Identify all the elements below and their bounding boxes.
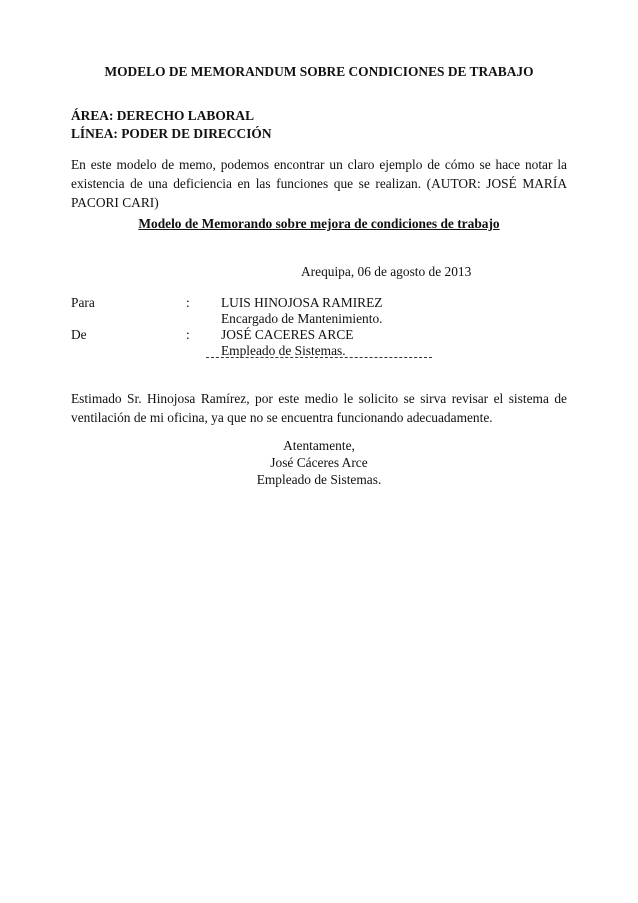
intro-paragraph: En este modelo de memo, podemos encontrar un claro ejemplo de cómo se hace notar la existencia de una deficiencia en las funciones que se realizan. (AUTOR: JOSÉ MARÍA PACORI CARI) <box>71 157 567 210</box>
area-line: ÁREA: DERECHO LABORAL <box>71 108 255 123</box>
date-line: Arequipa, 06 de agosto de 2013 <box>301 264 472 279</box>
para-colon: : <box>186 295 190 310</box>
de-name: JOSÉ CACERES ARCE <box>221 327 354 342</box>
linea-line: LÍNEA: PODER DE DIRECCIÓN <box>71 126 272 141</box>
signer-role: Empleado de Sistemas. <box>256 472 382 487</box>
closing-salutation: Atentamente, <box>283 438 355 453</box>
para-label: Para <box>71 295 95 310</box>
de-colon: : <box>186 327 190 342</box>
para-name: LUIS HINOJOSA RAMIREZ <box>221 295 383 310</box>
memo-subtitle: Modelo de Memorando sobre mejora de condiciones de trabajo <box>138 216 500 231</box>
de-label: De <box>71 327 87 342</box>
signer-name: José Cáceres Arce <box>270 455 368 470</box>
document-title: MODELO DE MEMORANDUM SOBRE CONDICIONES DE TRABAJO <box>104 64 534 79</box>
de-role: Empleado de Sistemas. <box>221 343 346 358</box>
body-paragraph: Estimado Sr. Hinojosa Ramírez, por este medio le solicito se sirva revisar el sistema de ventilación de mi oficina, ya que no se encuentra funcionando adecuadamente. <box>71 391 567 425</box>
para-role: Encargado de Mantenimiento. <box>221 311 383 326</box>
separator-line <box>206 357 432 358</box>
